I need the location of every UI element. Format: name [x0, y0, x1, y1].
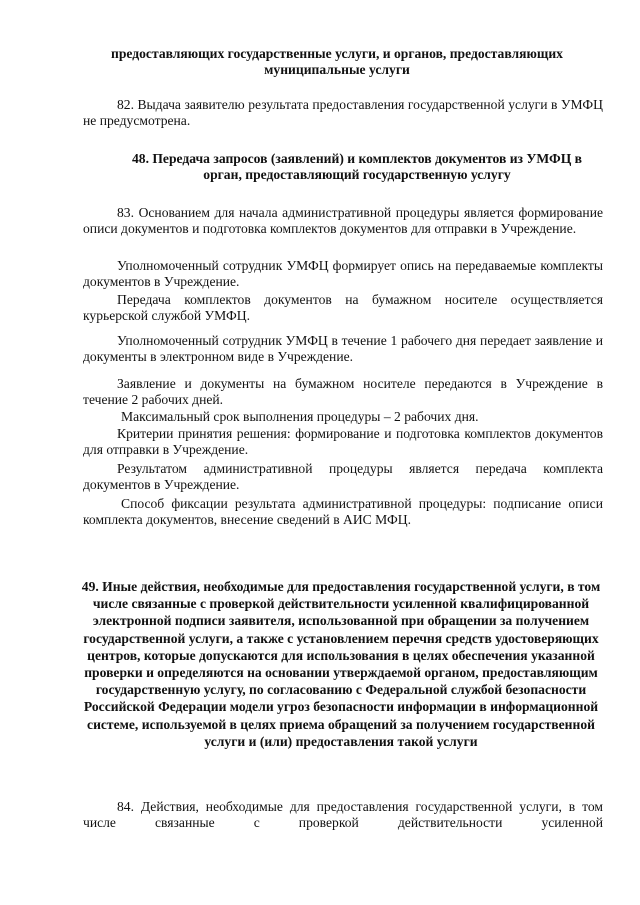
paragraph-83-courier: Передача комплектов документов на бумажном носителе осуществляется курьерской службой УМФЦ.: [83, 292, 603, 324]
paragraph-83-result: Результатом административной процедуры является передача комплекта документов в Учреждение.: [83, 461, 603, 493]
section-49-title: 49. Иные действия, необходимые для предоставления государственной услуги, в том числе связанные с проверкой действительности усиленной квалифицированной электронной подписи заявителя, использованной при обращении за получением государственной услуги, а также с установлением перечня средств удостоверяющих центров, которые допускаются для использования в целях обеспечения указанной проверки и определяются на основании утверждаемой органом, предоставляющим государственную услугу, по согласованию с Федеральной службой безопасности Российской Федерации модели угроз безопасности информации в информационной системе, используемой в целях приема обращений за получением государственной услуги и (или) предоставления такой услуги: [81, 579, 601, 749]
section-48-title: 48. Передача запросов (заявлений) и комплектов документов из УМФЦ в орган, предоставляющий государственную услугу: [131, 151, 583, 183]
paragraph-83-paper: Заявление и документы на бумажном носителе передаются в Учреждение в течение 2 рабочих дней.: [83, 376, 603, 408]
paragraph-83-basis: 83. Основанием для начала административной процедуры является формирование описи документов и подготовка комплектов документов для отправки в Учреждение.: [83, 205, 603, 237]
continued-heading: предоставляющих государственные услуги, и органов, предоставляющих муниципальные услуги: [111, 46, 563, 78]
paragraph-83-max-term: Максимальный срок выполнения процедуры – 2 рабочих дня.: [121, 409, 479, 424]
paragraph-84: 84. Действия, необходимые для предоставления государственной услуги, в том числе связанные с проверкой действительности усиленной: [83, 799, 603, 831]
paragraph-83-fixation: Способ фиксации результата административной процедуры: подписание описи комплекта документов, внесение сведений в АИС МФЦ.: [83, 496, 603, 528]
paragraph-83-criteria: Критерии принятия решения: формирование и подготовка комплектов документов для отправки в Учреждение.: [83, 426, 603, 458]
paragraph-82: 82. Выдача заявителю результата предоставления государственной услуги в УМФЦ не предусмотрена.: [83, 97, 603, 129]
paragraph-83-inventory: Уполномоченный сотрудник УМФЦ формирует опись на передаваемые комплекты документов в Учреждение.: [83, 258, 603, 290]
paragraph-83-electronic: Уполномоченный сотрудник УМФЦ в течение 1 рабочего дня передает заявление и документы в электронном виде в Учреждение.: [83, 333, 603, 365]
